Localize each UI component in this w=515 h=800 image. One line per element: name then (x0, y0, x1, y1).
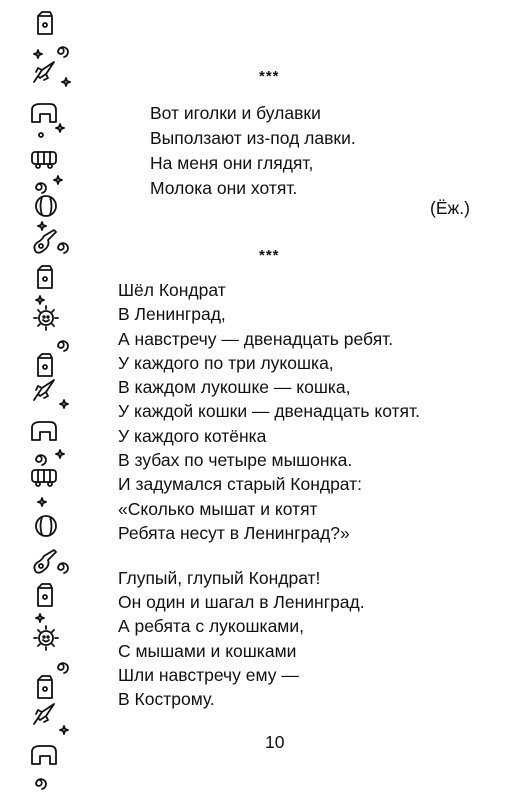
star-icon (62, 78, 70, 86)
swirl-icon (58, 47, 68, 57)
poem-line: Глупый, глупый Кондрат! (118, 568, 321, 588)
poem-line: У каждого котёнка (118, 426, 267, 446)
bus-icon (32, 470, 56, 486)
guitar-icon (34, 230, 56, 253)
star-icon (36, 296, 44, 304)
riddle-answer: (Ёж.) (430, 198, 470, 218)
milk-carton-icon (38, 676, 52, 698)
poem-line: Ребята несут в Ленинград?» (118, 523, 350, 543)
star-icon (34, 50, 42, 58)
poem-line: Вот иголки и булавки (150, 103, 321, 123)
star-icon (54, 176, 62, 184)
swirl-icon (36, 779, 46, 789)
star-icon (56, 450, 64, 458)
rocket-icon (34, 704, 54, 724)
poem-line: Шёл Кондрат (118, 280, 226, 300)
milk-carton-icon (38, 12, 52, 34)
poem-line: Шли навстречу ему — (118, 665, 299, 685)
star-icon (36, 614, 44, 622)
poem-line: В каждом лукошке — кошка, (118, 377, 351, 397)
poem-line: На меня они глядят, (150, 153, 314, 173)
sun-icon (34, 306, 58, 330)
dot-icon (39, 133, 43, 137)
poem-line: С мышами и кошками (118, 641, 297, 661)
poem-line: У каждого по три лукошка, (118, 353, 334, 373)
star-icon (60, 726, 68, 734)
elephant-icon (32, 746, 56, 764)
poem-line: В Ленинград, (118, 304, 226, 324)
ball-icon (36, 516, 56, 536)
poem-line: Выползают из-под лавки. (150, 128, 356, 148)
sun-icon (34, 626, 58, 650)
rocket-icon (34, 380, 54, 400)
poem-line: Молока они хотят. (150, 178, 298, 198)
guitar-icon (34, 550, 56, 573)
poem-line: А ребята с лукошками, (118, 616, 304, 636)
milk-carton-icon (38, 266, 52, 288)
poem-line: Он один и шагал в Ленинград. (118, 592, 365, 612)
swirl-icon (58, 243, 68, 253)
swirl-icon (58, 563, 68, 573)
swirl-icon (36, 183, 46, 193)
poem-line: А навстречу — двенадцать ребят. (118, 329, 394, 349)
poem-line: У каждой кошки — двенадцать котят. (118, 401, 420, 421)
star-icon (56, 124, 64, 132)
separator-1: *** (259, 68, 280, 85)
page-number: 10 (265, 732, 285, 752)
poem-line: В Кострому. (118, 689, 215, 709)
poem-line: И задумался старый Кондрат: (118, 474, 363, 494)
star-icon (60, 400, 68, 408)
poem-line: «Сколько мышат и котят (118, 499, 318, 519)
elephant-icon (32, 104, 56, 122)
star-icon (38, 498, 46, 506)
elephant-icon (32, 422, 56, 440)
milk-carton-icon (38, 354, 52, 376)
swirl-icon (58, 341, 68, 351)
star-icon (38, 222, 46, 230)
ball-icon (36, 196, 56, 216)
decorative-border (0, 0, 82, 800)
swirl-icon (58, 663, 68, 673)
rocket-icon (34, 62, 54, 82)
separator-2: *** (259, 247, 280, 264)
milk-carton-icon (38, 584, 52, 606)
swirl-icon (36, 455, 46, 465)
poem-line: В зубах по четыре мышонка. (118, 450, 353, 470)
bus-icon (32, 152, 56, 168)
